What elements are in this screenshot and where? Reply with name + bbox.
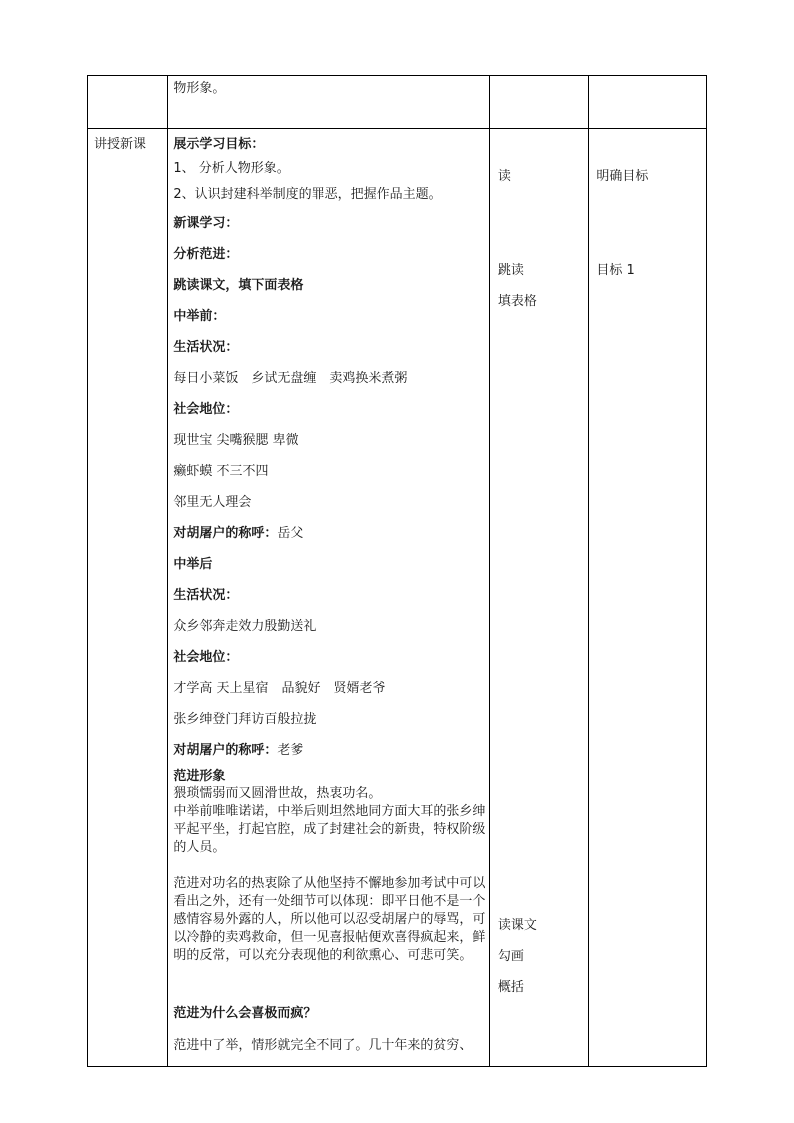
- paragraph: 猥琐懦弱而又圆滑世故，热衷功名。: [173, 786, 382, 801]
- student-activity-cell: [489, 76, 588, 129]
- lesson-plan-table: [87, 75, 707, 1067]
- content-cell: [168, 76, 490, 129]
- design-intent-cell: [589, 129, 707, 1067]
- activity-text: 勾画: [497, 949, 524, 964]
- content-line: 众乡邻奔走效力殷勤送礼: [173, 619, 317, 634]
- activity-text: 读课文: [497, 918, 537, 933]
- content-line: 现世宝 尖嘴猴腮 卑微: [173, 433, 299, 448]
- design-intent-cell: [589, 76, 707, 129]
- section-heading: 生活状况：: [173, 588, 239, 603]
- stage-cell: [88, 76, 168, 129]
- activity-text: 读: [497, 169, 511, 184]
- content-line: 邻里无人理会: [173, 495, 252, 510]
- label-bold: 对胡屠户的称呼：: [173, 743, 278, 758]
- section-heading: 分析范进：: [173, 247, 239, 262]
- activity-text: 填表格: [497, 294, 537, 309]
- goal-item: 1、 分析人物形象。: [173, 161, 290, 176]
- section-heading: 社会地位：: [173, 402, 239, 417]
- content-line: [173, 744, 303, 757]
- content-line: 癞虾蟆 不三不四: [173, 464, 269, 479]
- section-heading: 新课学习：: [173, 216, 239, 231]
- paragraph: 中举前唯唯诺诺，中举后则坦然地同方面大耳的张乡绅平起平坐，打起官腔，成了封建社会的新贵，特权阶级的人员。: [173, 804, 486, 855]
- table-row: [88, 129, 707, 1067]
- intent-text: 明确目标: [596, 169, 649, 184]
- section-heading: 中举后: [173, 557, 213, 572]
- section-heading: 生活状况：: [173, 340, 239, 355]
- content-line: [173, 527, 303, 540]
- goal-item: 2、认识封建科举制度的罪恶，把握作品主题。: [173, 187, 442, 202]
- student-activity-cell: [489, 129, 588, 1067]
- value-text: 老爹: [277, 743, 304, 758]
- content-line: 物形象。: [173, 81, 226, 96]
- activity-text: 跳读: [497, 263, 524, 278]
- value-text: 岳父: [277, 526, 304, 541]
- section-heading: 范进为什么会喜极而疯？: [173, 1006, 317, 1021]
- goals-heading: 展示学习目标：: [173, 137, 265, 152]
- activity-text: 概括: [497, 980, 524, 995]
- section-heading: 范进形象: [173, 769, 226, 784]
- intent-text: 目标 1: [596, 263, 635, 278]
- section-heading: 中举前：: [173, 309, 226, 324]
- table-row: [88, 76, 707, 129]
- content-line: 张乡绅登门拜访百般拉拢: [173, 712, 317, 727]
- paragraph: 范进对功名的热衷除了从他坚持不懈地参加考试中可以看出之外，还有一处细节可以体现：即平日他不是一个感情容易外露的人，所以他可以忍受胡屠户的辱骂，可以冷静的卖鸡救命，但一见喜报帖便欢喜得疯起来，鲜明的反常，可以充分表现他的利欲熏心、可悲可笑。: [173, 876, 486, 963]
- content-line: 每日小菜饭 乡试无盘缠 卖鸡换米煮粥: [173, 371, 408, 386]
- content-cell: [168, 129, 490, 1067]
- label-bold: 对胡屠户的称呼：: [173, 526, 278, 541]
- section-heading: 社会地位：: [173, 650, 239, 665]
- stage-label: 讲授新课: [94, 137, 147, 152]
- instruction-line: 跳读课文，填下面表格: [173, 278, 304, 293]
- content-line: 范进中了举，情形就完全不同了。几十年来的贫穷、: [173, 1038, 473, 1053]
- content-line: 才学高 天上星宿 品貌好 贤婿老爷: [173, 681, 386, 696]
- stage-cell: [88, 129, 168, 1067]
